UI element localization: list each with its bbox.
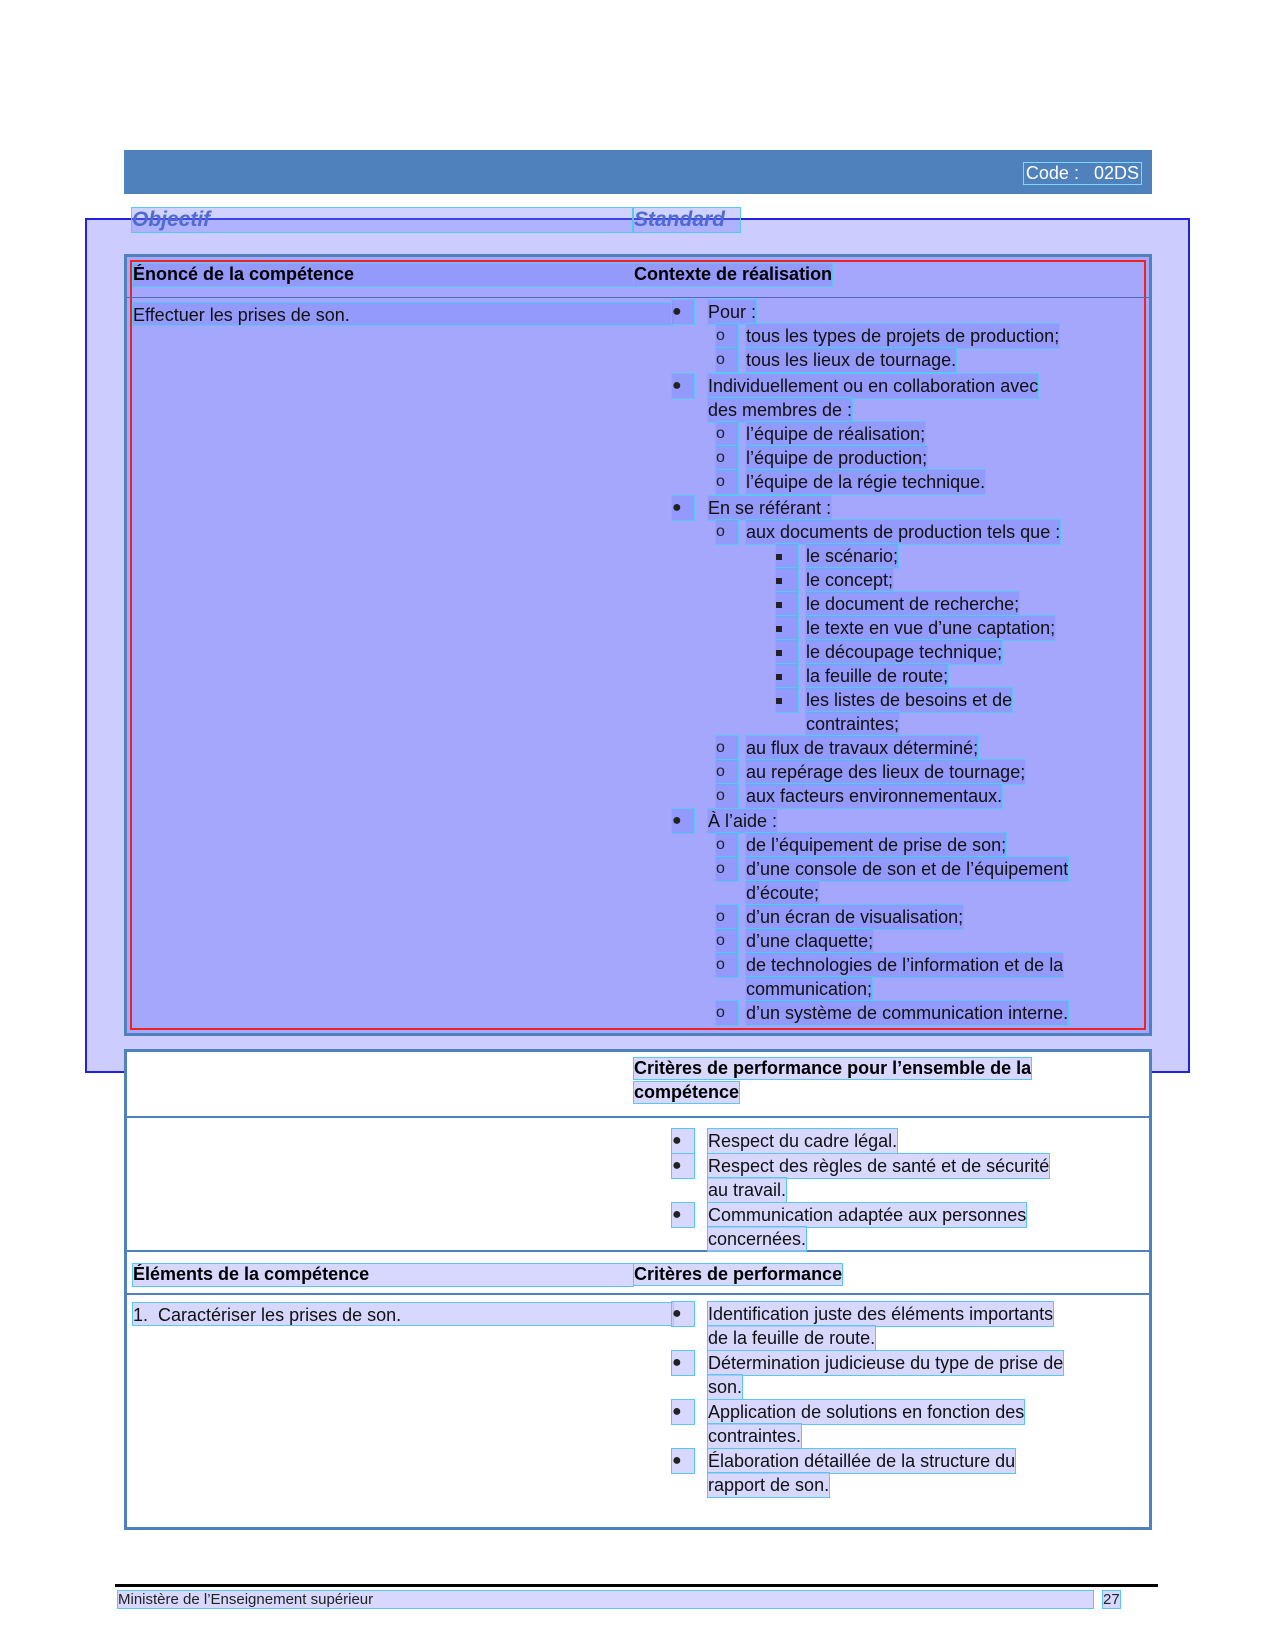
table-divider: [127, 1250, 1149, 1252]
context-item: l’équipe de réalisation;: [746, 424, 926, 444]
context-item: aux documents de production tels que :: [746, 522, 1061, 542]
square-bullet-icon: [776, 640, 798, 664]
context-subitem: le concept;: [806, 570, 894, 590]
criterion-cont: son.: [708, 1377, 743, 1397]
square-bullet-icon: [776, 592, 798, 616]
context-subitem: le scénario;: [806, 546, 899, 566]
context-item: tous les types de projets de production;: [746, 326, 1060, 346]
context-item: de technologies de l’information et de la: [746, 955, 1064, 975]
circle-bullet-icon: o: [716, 348, 738, 372]
context-subitem: les listes de besoins et de: [806, 690, 1013, 710]
circle-bullet-icon: o: [716, 857, 738, 881]
context-group-label: En se référant :: [708, 498, 832, 518]
competence-statement: Effectuer les prises de son.: [133, 303, 673, 325]
element-number: 1.: [133, 1305, 149, 1325]
circle-bullet-icon: o: [716, 736, 738, 760]
competence-statement-header: Énoncé de la compétence: [133, 264, 633, 286]
context-item: d’une claquette;: [746, 931, 874, 951]
bullet-icon: ●: [672, 1203, 694, 1227]
context-item: de l’équipement de prise de son;: [746, 835, 1007, 855]
context-item: l’équipe de la régie technique.: [746, 472, 986, 492]
square-bullet-icon: [776, 688, 798, 712]
global-criterion: Respect du cadre légal.: [708, 1131, 898, 1151]
bullet-icon: ●: [672, 1154, 694, 1178]
competence-element: [133, 1303, 673, 1325]
square-bullet-icon: [776, 664, 798, 688]
global-criterion: Communication adaptée aux personnes: [708, 1205, 1027, 1225]
table-divider: [127, 1293, 1149, 1295]
context-subitem: le document de recherche;: [806, 594, 1020, 614]
criterion-cont: de la feuille de route.: [708, 1328, 876, 1348]
context-group-label: Individuellement ou en collaboration avec: [708, 376, 1039, 396]
square-bullet-icon: [776, 568, 798, 592]
context-group-label: À l’aide :: [708, 811, 778, 831]
bullet-icon: ●: [672, 1129, 694, 1153]
context-subitem: le texte en vue d’une captation;: [806, 618, 1056, 638]
circle-bullet-icon: o: [716, 760, 738, 784]
code-bar: [124, 150, 1152, 194]
global-criterion-cont: au travail.: [708, 1180, 787, 1200]
criterion: Identification juste des éléments importants: [708, 1304, 1054, 1324]
global-criterion: Respect des règles de santé et de sécurité: [708, 1156, 1050, 1176]
bullet-icon: ●: [672, 300, 694, 324]
circle-bullet-icon: o: [716, 833, 738, 857]
objective-heading: Objectif: [132, 208, 632, 232]
criterion-cont: contraintes.: [708, 1426, 802, 1446]
context-item: d’un écran de visualisation;: [746, 907, 964, 927]
table-divider: [127, 297, 1149, 298]
square-bullet-icon: [776, 544, 798, 568]
circle-bullet-icon: o: [716, 905, 738, 929]
context-header: Contexte de réalisation: [634, 264, 833, 284]
criterion: Élaboration détaillée de la structure du: [708, 1451, 1016, 1471]
bullet-icon: ●: [672, 1400, 694, 1424]
global-criteria-header: Critères de performance pour l’ensemble de la: [634, 1058, 1032, 1078]
program-code: Code : 02DS: [1023, 162, 1142, 185]
criterion: Application de solutions en fonction des: [708, 1402, 1025, 1422]
circle-bullet-icon: o: [716, 784, 738, 808]
square-bullet-icon: [776, 616, 798, 640]
context-item: d’une console de son et de l’équipement: [746, 859, 1069, 879]
context-item: au repérage des lieux de tournage;: [746, 762, 1026, 782]
criterion: Détermination judicieuse du type de prise de: [708, 1353, 1064, 1373]
context-subitem: la feuille de route;: [806, 666, 949, 686]
standard-heading: Standard: [634, 208, 740, 232]
bullet-icon: ●: [672, 1302, 694, 1326]
bullet-icon: ●: [672, 1351, 694, 1375]
context-item-cont: d’écoute;: [746, 883, 820, 903]
context-item: au flux de travaux déterminé;: [746, 738, 979, 758]
context-group-label: Pour :: [708, 302, 757, 322]
bullet-icon: ●: [672, 496, 694, 520]
bullet-icon: ●: [672, 809, 694, 833]
context-item: l’équipe de production;: [746, 448, 928, 468]
circle-bullet-icon: o: [716, 324, 738, 348]
table-divider: [127, 1116, 1149, 1118]
element-text: Caractériser les prises de son.: [158, 1305, 402, 1325]
criteria-header: Critères de performance: [634, 1264, 843, 1284]
context-item-cont: communication;: [746, 979, 873, 999]
circle-bullet-icon: o: [716, 929, 738, 953]
circle-bullet-icon: o: [716, 1001, 738, 1025]
circle-bullet-icon: o: [716, 520, 738, 544]
global-criterion-cont: concernées.: [708, 1229, 807, 1249]
bullet-icon: ●: [672, 374, 694, 398]
criterion-cont: rapport de son.: [708, 1475, 830, 1495]
context-group-label-cont: des membres de :: [708, 400, 853, 420]
circle-bullet-icon: o: [716, 470, 738, 494]
global-criteria-header-cont: compétence: [634, 1082, 740, 1102]
context-item: d’un système de communication interne.: [746, 1003, 1069, 1023]
footer-ministry: Ministère de l’Enseignement supérieur: [118, 1591, 1093, 1608]
circle-bullet-icon: o: [716, 953, 738, 977]
context-item: tous les lieux de tournage.: [746, 350, 957, 370]
elements-header: Éléments de la compétence: [133, 1264, 633, 1286]
circle-bullet-icon: o: [716, 446, 738, 470]
circle-bullet-icon: o: [716, 422, 738, 446]
bullet-icon: ●: [672, 1449, 694, 1473]
footer-rule: [115, 1584, 1158, 1587]
context-subitem: le découpage technique;: [806, 642, 1003, 662]
page-number: 27: [1103, 1591, 1120, 1608]
context-item: aux facteurs environnementaux.: [746, 786, 1003, 806]
context-subitem-cont: contraintes;: [806, 714, 900, 734]
